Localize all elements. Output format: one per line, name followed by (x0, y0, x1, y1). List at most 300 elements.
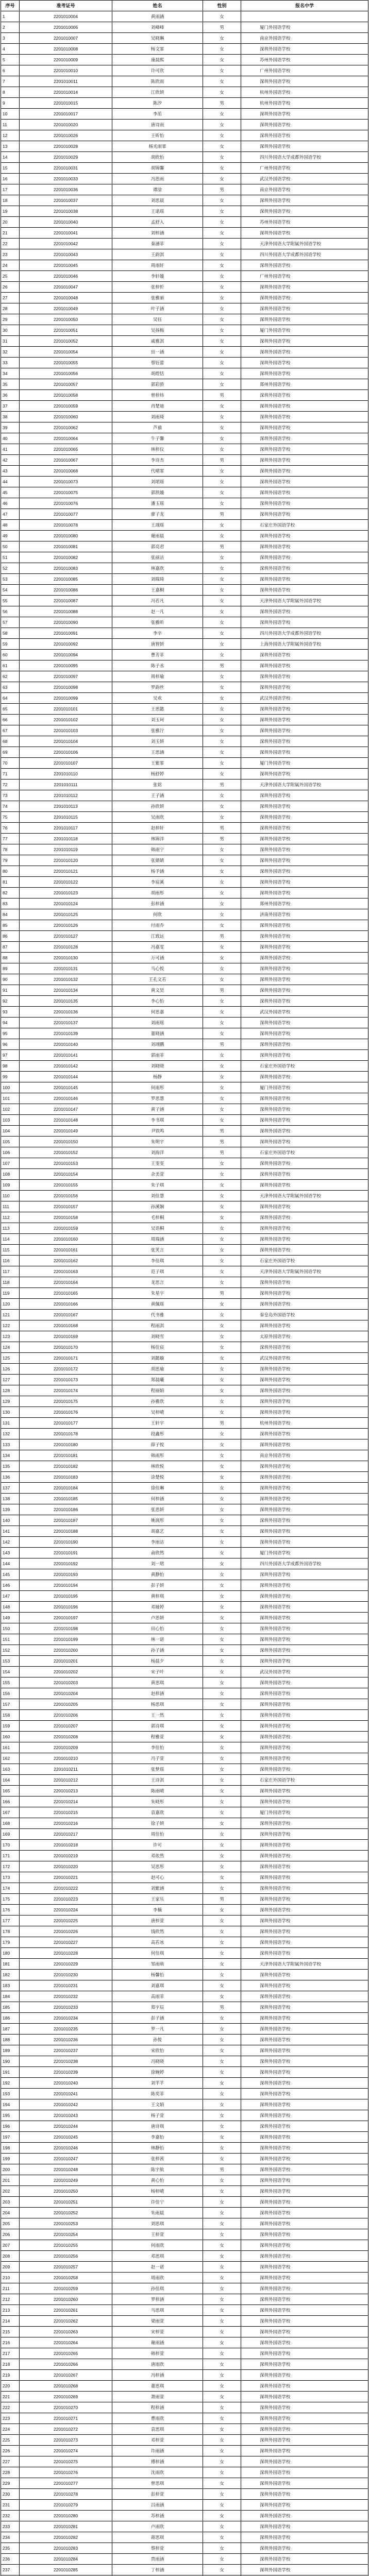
table-row (1, 1591, 368, 1602)
row-exam-id: 2201010150 (20, 1137, 112, 1147)
row-name: 刘雨瑶 (112, 1018, 203, 1028)
row-school: 深圳外国语学校 (241, 1396, 368, 1407)
row-exam-id: 2201010036 (20, 184, 112, 195)
table-row (1, 801, 368, 812)
row-exam-id: 2201010178 (20, 1429, 112, 1439)
table-row (1, 660, 368, 671)
table-row (1, 260, 368, 271)
row-gender: 男 (203, 1418, 241, 1429)
row-gender: 女 (203, 920, 241, 931)
table-row (1, 1732, 368, 1742)
row-name: 王诗淇 (112, 1775, 203, 1786)
row-gender: 女 (203, 2359, 241, 2370)
row-exam-id: 2201010220 (20, 1861, 112, 1872)
row-exam-id: 2201010233 (20, 2002, 112, 2013)
row-name: 刘佳慧 (112, 1191, 203, 1201)
row-name: 李佳琪 (112, 1256, 203, 1266)
row-name: 谢雨涵 (112, 2337, 203, 2348)
row-serial: 189 (1, 2045, 20, 2056)
row-name: 林一诺 (112, 1634, 203, 1645)
row-serial: 106 (1, 1147, 20, 1158)
table-row (1, 33, 368, 44)
row-serial: 146 (1, 1580, 20, 1591)
table-row (1, 2154, 368, 2164)
row-name: 刘晓晓 (112, 1061, 203, 1072)
row-school: 南京外国语学校 (241, 184, 368, 195)
table-row (1, 1948, 368, 1959)
table-row (1, 174, 368, 184)
row-name: 邹雨萌 (112, 1959, 203, 1970)
row-gender: 女 (203, 1277, 241, 1288)
row-name: 吴思彤 (112, 1861, 203, 1872)
table-row (1, 1688, 368, 1699)
row-school: 深圳外国语学校 (241, 877, 368, 888)
row-name: 高若冰 (112, 1937, 203, 1948)
row-name: 段鑫彤 (112, 1429, 203, 1439)
table-row (1, 1375, 368, 1385)
admission-roster-table (1, 0, 368, 2576)
row-serial: 35 (1, 379, 20, 390)
row-gender: 女 (203, 1548, 241, 1558)
row-exam-id: 2201010278 (20, 2489, 112, 2500)
row-exam-id: 2201010264 (20, 2337, 112, 2348)
row-name: 吕雨涵 (112, 2500, 203, 2511)
row-serial: 143 (1, 1548, 20, 1558)
row-serial: 69 (1, 747, 20, 758)
row-name: 周佳怡 (112, 1829, 203, 1840)
row-gender: 男 (203, 22, 241, 33)
row-exam-id: 2201010095 (20, 660, 112, 671)
row-name: 许可欣 (112, 65, 203, 76)
row-serial: 82 (1, 888, 20, 899)
table-row (1, 2327, 368, 2337)
row-school: 深圳外国语学校 (241, 44, 368, 55)
row-gender: 女 (203, 2240, 241, 2251)
row-school: 深圳外国语学校 (241, 2197, 368, 2208)
row-serial: 85 (1, 920, 20, 931)
table-row (1, 1937, 368, 1948)
row-gender: 女 (203, 1450, 241, 1461)
row-school: 深圳外国语学校 (241, 563, 368, 574)
header-gender: 性别 (203, 1, 241, 11)
row-gender: 女 (203, 1872, 241, 1883)
row-exam-id: 2201010103 (20, 725, 112, 736)
row-gender: 女 (203, 736, 241, 747)
row-school: 深圳外国语学校 (241, 2240, 368, 2251)
table-row (1, 2467, 368, 2478)
row-gender: 女 (203, 563, 241, 574)
row-name: 王思涵 (112, 747, 203, 758)
row-name: 曾思琪 (112, 2478, 203, 2489)
row-school: 深圳外国语学校 (241, 120, 368, 130)
row-gender: 女 (203, 1753, 241, 1764)
row-exam-id: 2201010097 (20, 671, 112, 682)
row-serial: 135 (1, 1461, 20, 1472)
row-serial: 165 (1, 1786, 20, 1797)
row-gender: 女 (203, 282, 241, 293)
row-serial: 148 (1, 1602, 20, 1613)
row-name: 赵梓涵 (112, 1688, 203, 1699)
row-school: 郑州外国语学校 (241, 379, 368, 390)
table-row (1, 2143, 368, 2154)
row-exam-id: 2201010228 (20, 1948, 112, 1959)
row-school: 深圳外国语学校 (241, 2565, 368, 2575)
row-gender: 女 (203, 1840, 241, 1851)
row-name: 马心悦 (112, 963, 203, 974)
row-school: 深圳外国语学校 (241, 1613, 368, 1623)
row-name: 胡煜恬 (112, 368, 203, 379)
table-row (1, 1883, 368, 1894)
row-gender: 女 (203, 1656, 241, 1667)
row-serial: 60 (1, 650, 20, 660)
row-name: 高雨菲 (112, 1991, 203, 2002)
row-gender: 男 (203, 98, 241, 109)
row-school: 深圳外国语学校 (241, 444, 368, 455)
row-exam-id: 2201010190 (20, 1537, 112, 1548)
row-name: 杨子萱 (112, 2110, 203, 2121)
row-school: 深圳外国语学校 (241, 866, 368, 877)
table-row (1, 1245, 368, 1256)
row-gender: 女 (203, 1537, 241, 1548)
row-exam-id: 2201010037 (20, 195, 112, 206)
row-serial: 1 (1, 11, 20, 22)
table-row (1, 1721, 368, 1732)
row-exam-id: 2201010250 (20, 2186, 112, 2197)
row-serial: 201 (1, 2175, 20, 2186)
row-school: 杭州外国语学校 (241, 1418, 368, 1429)
table-row (1, 1786, 368, 1797)
row-gender: 女 (203, 1082, 241, 1093)
table-row (1, 2035, 368, 2045)
table-row (1, 1310, 368, 1320)
row-school: 深圳外国语学校 (241, 314, 368, 325)
table-row (1, 682, 368, 693)
row-gender: 女 (203, 2056, 241, 2067)
row-school: 深圳外国语学校 (241, 1916, 368, 1926)
row-name: 胡嘉艺 (112, 1526, 203, 1537)
row-school: 深圳外国语学校 (241, 1050, 368, 1061)
row-serial: 213 (1, 2305, 20, 2316)
row-gender: 女 (203, 596, 241, 606)
row-exam-id: 2201010154 (20, 1169, 112, 1180)
row-exam-id: 2201010177 (20, 1418, 112, 1429)
row-serial: 15 (1, 163, 20, 174)
row-serial: 219 (1, 2370, 20, 2381)
row-exam-id: 2201010283 (20, 2543, 112, 2554)
row-serial: 125 (1, 1353, 20, 1364)
row-gender: 女 (203, 76, 241, 87)
row-gender: 女 (203, 953, 241, 963)
row-school: 天津外国语大学附属外国语学校 (241, 1266, 368, 1277)
row-gender: 女 (203, 1699, 241, 1710)
row-serial: 72 (1, 779, 20, 790)
row-serial: 115 (1, 1245, 20, 1256)
row-exam-id: 2201010245 (20, 2132, 112, 2143)
row-school: 深圳外国语学校 (241, 725, 368, 736)
row-exam-id: 2201010144 (20, 1072, 112, 1082)
table-row (1, 314, 368, 325)
row-name: 李茁 (112, 109, 203, 120)
row-school: 深圳外国语学校 (241, 2251, 368, 2262)
row-school: 深圳外国语学校 (241, 1710, 368, 1721)
table-row (1, 390, 368, 401)
row-serial: 98 (1, 1061, 20, 1072)
row-name: 曹芳菲 (112, 650, 203, 660)
row-school: 深圳外国语学校 (241, 715, 368, 725)
table-row (1, 996, 368, 1007)
row-gender: 女 (203, 65, 241, 76)
table-row (1, 920, 368, 931)
row-school: 深圳外国语学校 (241, 109, 368, 120)
row-name: 周瑞涵 (112, 1234, 203, 1245)
row-exam-id: 2201010217 (20, 1829, 112, 1840)
row-gender: 女 (203, 260, 241, 271)
row-gender: 女 (203, 2337, 241, 2348)
table-row (1, 2316, 368, 2327)
row-school: 深圳外国语学校 (241, 2294, 368, 2305)
row-exam-id: 2201010206 (20, 1710, 112, 1721)
row-gender: 女 (203, 433, 241, 444)
row-serial: 132 (1, 1429, 20, 1439)
row-exam-id: 2201010082 (20, 552, 112, 563)
row-exam-id: 2201010226 (20, 1926, 112, 1937)
row-school: 深圳外国语学校 (241, 855, 368, 866)
row-name: 贾雨涵 (112, 2554, 203, 2565)
row-serial: 218 (1, 2359, 20, 2370)
row-gender: 女 (203, 1266, 241, 1277)
row-school: 深圳外国语学校 (241, 985, 368, 996)
row-exam-id: 2201010008 (20, 44, 112, 55)
row-serial: 33 (1, 358, 20, 368)
row-exam-id: 2201010204 (20, 1688, 112, 1699)
row-exam-id: 2201010253 (20, 2218, 112, 2229)
row-name: 张铭 (112, 779, 203, 790)
row-exam-id: 2201010164 (20, 1277, 112, 1288)
row-serial: 190 (1, 2056, 20, 2067)
row-gender: 女 (203, 2511, 241, 2521)
row-gender: 女 (203, 1623, 241, 1634)
table-row (1, 141, 368, 152)
row-serial: 225 (1, 2435, 20, 2446)
row-serial: 113 (1, 1223, 20, 1234)
row-name: 王紫霏 (112, 758, 203, 769)
row-exam-id: 2201010056 (20, 368, 112, 379)
table-row (1, 422, 368, 433)
row-gender: 女 (203, 2381, 241, 2392)
row-serial: 226 (1, 2446, 20, 2456)
row-gender: 女 (203, 2089, 241, 2099)
row-name: 冯晓晓 (112, 2056, 203, 2067)
row-serial: 4 (1, 44, 20, 55)
row-name: 何雨欣 (112, 2240, 203, 2251)
table-row (1, 823, 368, 834)
row-exam-id: 2201010068 (20, 466, 112, 477)
row-exam-id: 2201010043 (20, 249, 112, 260)
row-name: 田一涵 (112, 347, 203, 358)
row-school: 深圳外国语学校 (241, 2478, 368, 2489)
row-serial: 215 (1, 2327, 20, 2337)
row-school: 天津外国语大学附属外国语学校 (241, 596, 368, 606)
table-row (1, 152, 368, 163)
row-name: 邓娅婷 (112, 1602, 203, 1613)
row-serial: 163 (1, 1764, 20, 1775)
row-name: 朱明宇 (112, 1137, 203, 1147)
row-exam-id: 2201010004 (20, 11, 112, 22)
row-serial: 91 (1, 985, 20, 996)
row-school: 厦门外国语学校 (241, 22, 368, 33)
row-gender: 女 (203, 899, 241, 909)
row-name: 周雨欣 (112, 2273, 203, 2283)
row-exam-id: 2201010175 (20, 1396, 112, 1407)
row-exam-id: 2201010242 (20, 2099, 112, 2110)
table-row (1, 1829, 368, 1840)
table-row (1, 1710, 368, 1721)
row-exam-id: 2201010208 (20, 1732, 112, 1742)
row-exam-id: 2201010048 (20, 293, 112, 303)
row-school: 深圳外国语学校 (241, 1234, 368, 1245)
row-gender: 男 (203, 541, 241, 552)
row-name: 何欣 (112, 909, 203, 920)
table-row (1, 541, 368, 552)
row-serial: 155 (1, 1677, 20, 1688)
row-name: 王诺瑶 (112, 206, 203, 217)
row-gender: 女 (203, 1104, 241, 1115)
row-exam-id: 2201010130 (20, 953, 112, 963)
row-exam-id: 2201010062 (20, 422, 112, 433)
row-exam-id: 2201010222 (20, 1883, 112, 1894)
row-serial: 45 (1, 487, 20, 498)
row-school: 深圳外国语学校 (241, 1602, 368, 1613)
row-name: 王嘉桐 (112, 585, 203, 596)
row-serial: 56 (1, 606, 20, 617)
row-name: 谭淦 (112, 184, 203, 195)
row-name: 萧雨萱 (112, 2392, 203, 2402)
row-exam-id: 2201010046 (20, 271, 112, 282)
table-row (1, 109, 368, 120)
row-name: 曹雨欣 (112, 2413, 203, 2424)
table-row (1, 217, 368, 228)
table-row (1, 2348, 368, 2359)
row-exam-id: 2201010180 (20, 1439, 112, 1450)
row-serial: 78 (1, 844, 20, 855)
row-school: 深圳外国语学校 (241, 1072, 368, 1082)
row-exam-id: 2201010128 (20, 942, 112, 953)
row-serial: 199 (1, 2154, 20, 2164)
row-serial: 130 (1, 1407, 20, 1418)
row-name: 李楠 (112, 1905, 203, 1916)
row-gender: 女 (203, 1818, 241, 1829)
table-row (1, 1320, 368, 1331)
table-row (1, 942, 368, 953)
row-school: 深圳外国语学校 (241, 953, 368, 963)
row-exam-id: 2201010184 (20, 1483, 112, 1494)
row-exam-id: 2201010075 (20, 487, 112, 498)
row-serial: 103 (1, 1115, 20, 1126)
row-gender: 男 (203, 1147, 241, 1158)
row-serial: 62 (1, 671, 20, 682)
row-school: 深圳外国语学校 (241, 1385, 368, 1396)
row-gender: 女 (203, 2446, 241, 2456)
row-serial: 24 (1, 260, 20, 271)
row-school: 深圳外国语学校 (241, 1840, 368, 1851)
row-gender: 女 (203, 963, 241, 974)
row-exam-id: 2201010098 (20, 682, 112, 693)
row-serial: 40 (1, 433, 20, 444)
row-school: 深圳外国语学校 (241, 2348, 368, 2359)
row-exam-id: 2201010232 (20, 1991, 112, 2002)
table-row (1, 2175, 368, 2186)
row-school: 深圳外国语学校 (241, 1753, 368, 1764)
row-name: 张梓忻 (112, 282, 203, 293)
row-exam-id: 2201010281 (20, 2521, 112, 2532)
row-gender: 女 (203, 2186, 241, 2197)
row-exam-id: 2201010135 (20, 996, 112, 1007)
row-school: 深圳外国语学校 (241, 487, 368, 498)
row-school: 深圳外国语学校 (241, 2543, 368, 2554)
row-school: 深圳外国语学校 (241, 2500, 368, 2511)
table-row (1, 120, 368, 130)
row-serial: 229 (1, 2478, 20, 2489)
row-gender: 女 (203, 325, 241, 336)
row-exam-id: 2201010183 (20, 1472, 112, 1483)
row-gender: 女 (203, 1558, 241, 1569)
table-row (1, 769, 368, 779)
row-exam-id: 2201010038 (20, 206, 112, 217)
row-exam-id: 2201010160 (20, 1234, 112, 1245)
row-serial: 42 (1, 455, 20, 466)
row-exam-id: 2201010145 (20, 1082, 112, 1093)
table-row (1, 2456, 368, 2467)
row-gender: 女 (203, 704, 241, 715)
row-exam-id: 2201010134 (20, 985, 112, 996)
table-row (1, 1342, 368, 1353)
row-serial: 117 (1, 1266, 20, 1277)
row-gender: 女 (203, 585, 241, 596)
row-gender: 女 (203, 1851, 241, 1861)
row-gender: 女 (203, 1742, 241, 1753)
row-exam-id: 2201010182 (20, 1461, 112, 1472)
row-serial: 134 (1, 1450, 20, 1461)
row-exam-id: 2201010014 (20, 87, 112, 98)
table-row (1, 1212, 368, 1223)
row-exam-id: 2201010156 (20, 1191, 112, 1201)
row-name: 彭子涵 (112, 2013, 203, 2024)
row-school: 深圳外国语学校 (241, 1905, 368, 1916)
table-row (1, 2500, 368, 2511)
row-name: 钱欣然 (112, 1926, 203, 1937)
table-row (1, 1872, 368, 1883)
row-exam-id: 2201010057 (20, 379, 112, 390)
row-name: 姚润彤 (112, 1515, 203, 1526)
table-row (1, 790, 368, 801)
table-row (1, 1104, 368, 1115)
row-name: 唐智妍 (112, 639, 203, 650)
row-school: 深圳外国语学校 (241, 2089, 368, 2099)
row-gender: 女 (203, 2067, 241, 2078)
table-row (1, 1472, 368, 1483)
row-school: 深圳外国语学校 (241, 2316, 368, 2327)
table-row (1, 1677, 368, 1688)
row-gender: 男 (203, 1288, 241, 1299)
table-row (1, 1797, 368, 1807)
row-exam-id: 2201010064 (20, 433, 112, 444)
row-exam-id: 2201010007 (20, 33, 112, 44)
table-row (1, 130, 368, 141)
row-name: 赵一诺 (112, 2262, 203, 2273)
table-row (1, 2218, 368, 2229)
row-name: 马思琪 (112, 2305, 203, 2316)
row-name: 龙思言 (112, 1277, 203, 1288)
